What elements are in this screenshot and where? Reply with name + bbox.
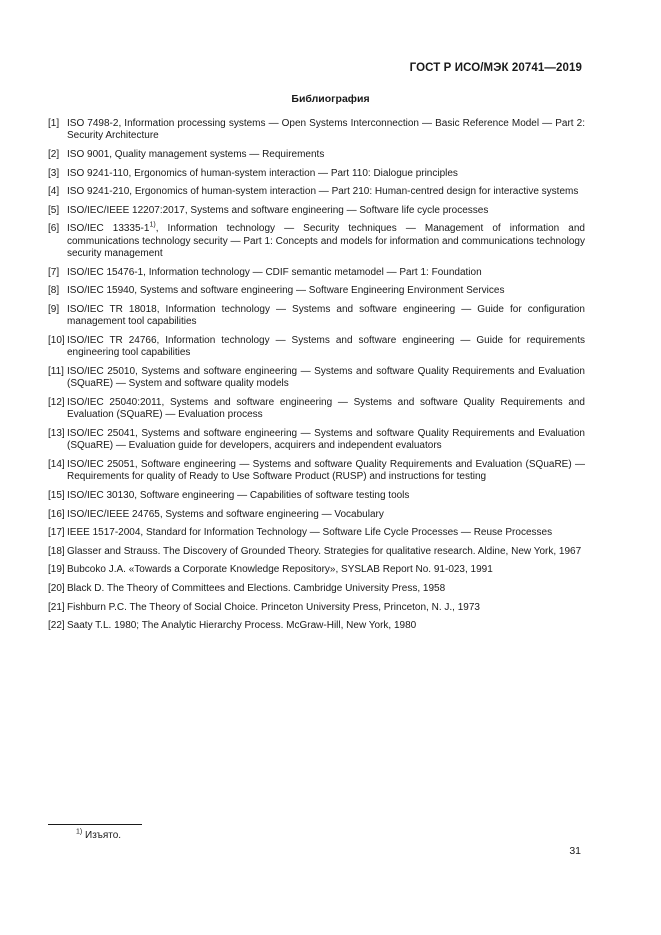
reference-item: [48, 186, 585, 198]
reference-text: Glasser and Strauss. The Discovery of Grounded Theory. Strategies for qualitative research. Aldine, New York, 1967: [67, 545, 582, 557]
reference-item: [48, 397, 585, 422]
reference-number: [11]: [48, 365, 64, 377]
reference-text: ISO/IEC 15476-1, Information technology — CDIF semantic metamodel — Part 1: Foundation: [67, 266, 482, 278]
reference-number: [9]: [48, 303, 60, 315]
reference-text: Bubcoko J.A. «Towards a Corporate Knowledge Repository», SYSLAB Report No. 91-023, 1991: [67, 564, 493, 576]
reference-text: ISO 9001, Quality management systems — Requirements: [67, 149, 325, 160]
reference-number: [2]: [48, 149, 60, 160]
reference-text: ISO 9241-210, Ergonomics of human-system interaction — Part 210: Human-centred design for interactive systems: [67, 186, 579, 198]
reference-number: [14]: [48, 458, 65, 470]
reference-item: [48, 527, 585, 539]
reference-item: [48, 546, 585, 558]
reference-item: [48, 304, 585, 329]
reference-text: Fishburn P.C. The Theory of Social Choice. Princeton University Press, Princeton, N. J., 1973: [67, 601, 480, 613]
reference-item: [48, 602, 585, 614]
reference-text: ISO/IEC/IEEE 24765, Systems and software engineering — Vocabulary: [67, 508, 384, 520]
footnote-reference-marker: 1): [149, 222, 156, 230]
reference-item: [48, 620, 585, 632]
page-number: 31: [569, 845, 581, 857]
reference-item: [48, 285, 585, 297]
reference-number: [21]: [48, 601, 65, 613]
reference-number: [6]: [48, 223, 60, 235]
reference-number: [1]: [48, 118, 60, 129]
reference-number: [18]: [48, 545, 65, 557]
reference-item: [48, 366, 585, 391]
reference-text: ISO/IEC 25051, Software engineering — Systems and software Quality Requirements and Evaluation (SQuaRE) — Requirements for quality of Ready to Use Software Product (RUSP) and instructions for testing: [67, 458, 585, 483]
reference-item: [48, 583, 585, 595]
reference-item: [48, 118, 585, 143]
reference-text: ISO/IEC TR 24766, Information technology — Systems and software engineering — Guide for requirements engineering tool capabilities: [67, 334, 585, 359]
reference-number: [15]: [48, 489, 65, 501]
reference-item: [48, 509, 585, 521]
reference-item: [48, 335, 585, 360]
footnote-divider: [48, 824, 142, 825]
reference-item: [48, 223, 585, 260]
reference-item: [48, 168, 585, 180]
reference-number: [12]: [48, 396, 65, 408]
reference-number: [20]: [48, 582, 65, 594]
reference-text: [67, 223, 585, 260]
reference-text: ISO/IEC 25041, Systems and software engineering — Systems and software Quality Requirements and Evaluation (SQuaRE) — Evaluation guide for developers, acquirers and independent evaluators: [67, 427, 585, 452]
reference-item: [48, 149, 585, 161]
reference-text: ISO/IEC 25040:2011, Systems and software engineering — Systems and software Quality Requirements and Evaluation (SQuaRE) — Evaluation process: [67, 396, 585, 421]
reference-text: Saaty T.L. 1980; The Analytic Hierarchy Process. McGraw-Hill, New York, 1980: [67, 620, 417, 632]
reference-text: ISO/IEC/IEEE 12207:2017, Systems and software engineering — Software life cycle processes: [67, 204, 489, 216]
footnote: [76, 830, 121, 841]
reference-number: [19]: [48, 564, 65, 576]
reference-item: [48, 490, 585, 502]
bibliography-list: [48, 118, 585, 639]
reference-number: [3]: [48, 167, 60, 179]
reference-text: ISO/IEC 25010, Systems and software engineering — Systems and software Quality Requirements and Evaluation (SQuaRE) — System and software quality models: [67, 365, 585, 390]
reference-item: [48, 428, 585, 453]
reference-number: [16]: [48, 508, 65, 520]
reference-text-start: ISO/IEC 13335-1: [67, 223, 150, 235]
reference-number: [22]: [48, 620, 65, 632]
reference-item: [48, 459, 585, 484]
reference-text: ISO/IEC 30130, Software engineering — Capabilities of software testing tools: [67, 489, 410, 501]
reference-number: [17]: [48, 527, 65, 539]
reference-number: [5]: [48, 204, 60, 216]
reference-number: [13]: [48, 427, 65, 439]
reference-text: ISO 7498-2, Information processing systems — Open Systems Interconnection — Basic Reference Model — Part 2: Security Architecture: [67, 118, 585, 142]
reference-text: ISO/IEC TR 18018, Information technology — Systems and software engineering — Guide for configuration management tool capabilities: [67, 303, 585, 328]
reference-number: [10]: [48, 334, 65, 346]
reference-number: [8]: [48, 285, 60, 297]
reference-number: [4]: [48, 186, 60, 198]
standard-code-header: ГОСТ Р ИСО/МЭК 20741—2019: [409, 62, 582, 74]
footnote-marker: 1): [76, 828, 83, 836]
reference-text: Black D. The Theory of Committees and Elections. Cambridge University Press, 1958: [67, 582, 446, 594]
reference-text: IEEE 1517-2004, Standard for Information Technology — Software Life Cycle Processes — Reuse Processes: [67, 527, 553, 539]
reference-item: [48, 267, 585, 279]
bibliography-title: Библиография: [291, 93, 370, 105]
reference-number: [7]: [48, 266, 60, 278]
reference-item: [48, 564, 585, 576]
reference-item: [48, 205, 585, 217]
footnote-text: Изъято.: [85, 830, 122, 841]
reference-text: ISO/IEC 15940, Systems and software engineering — Software Engineering Environment Services: [67, 285, 505, 297]
reference-text: ISO 9241-110, Ergonomics of human-system interaction — Part 110: Dialogue principles: [67, 167, 458, 179]
reference-text-end: , Information technology — Security techniques — Management of information and communications technology security — Part 1: Concepts and models for information and communications technology security management: [67, 223, 585, 260]
